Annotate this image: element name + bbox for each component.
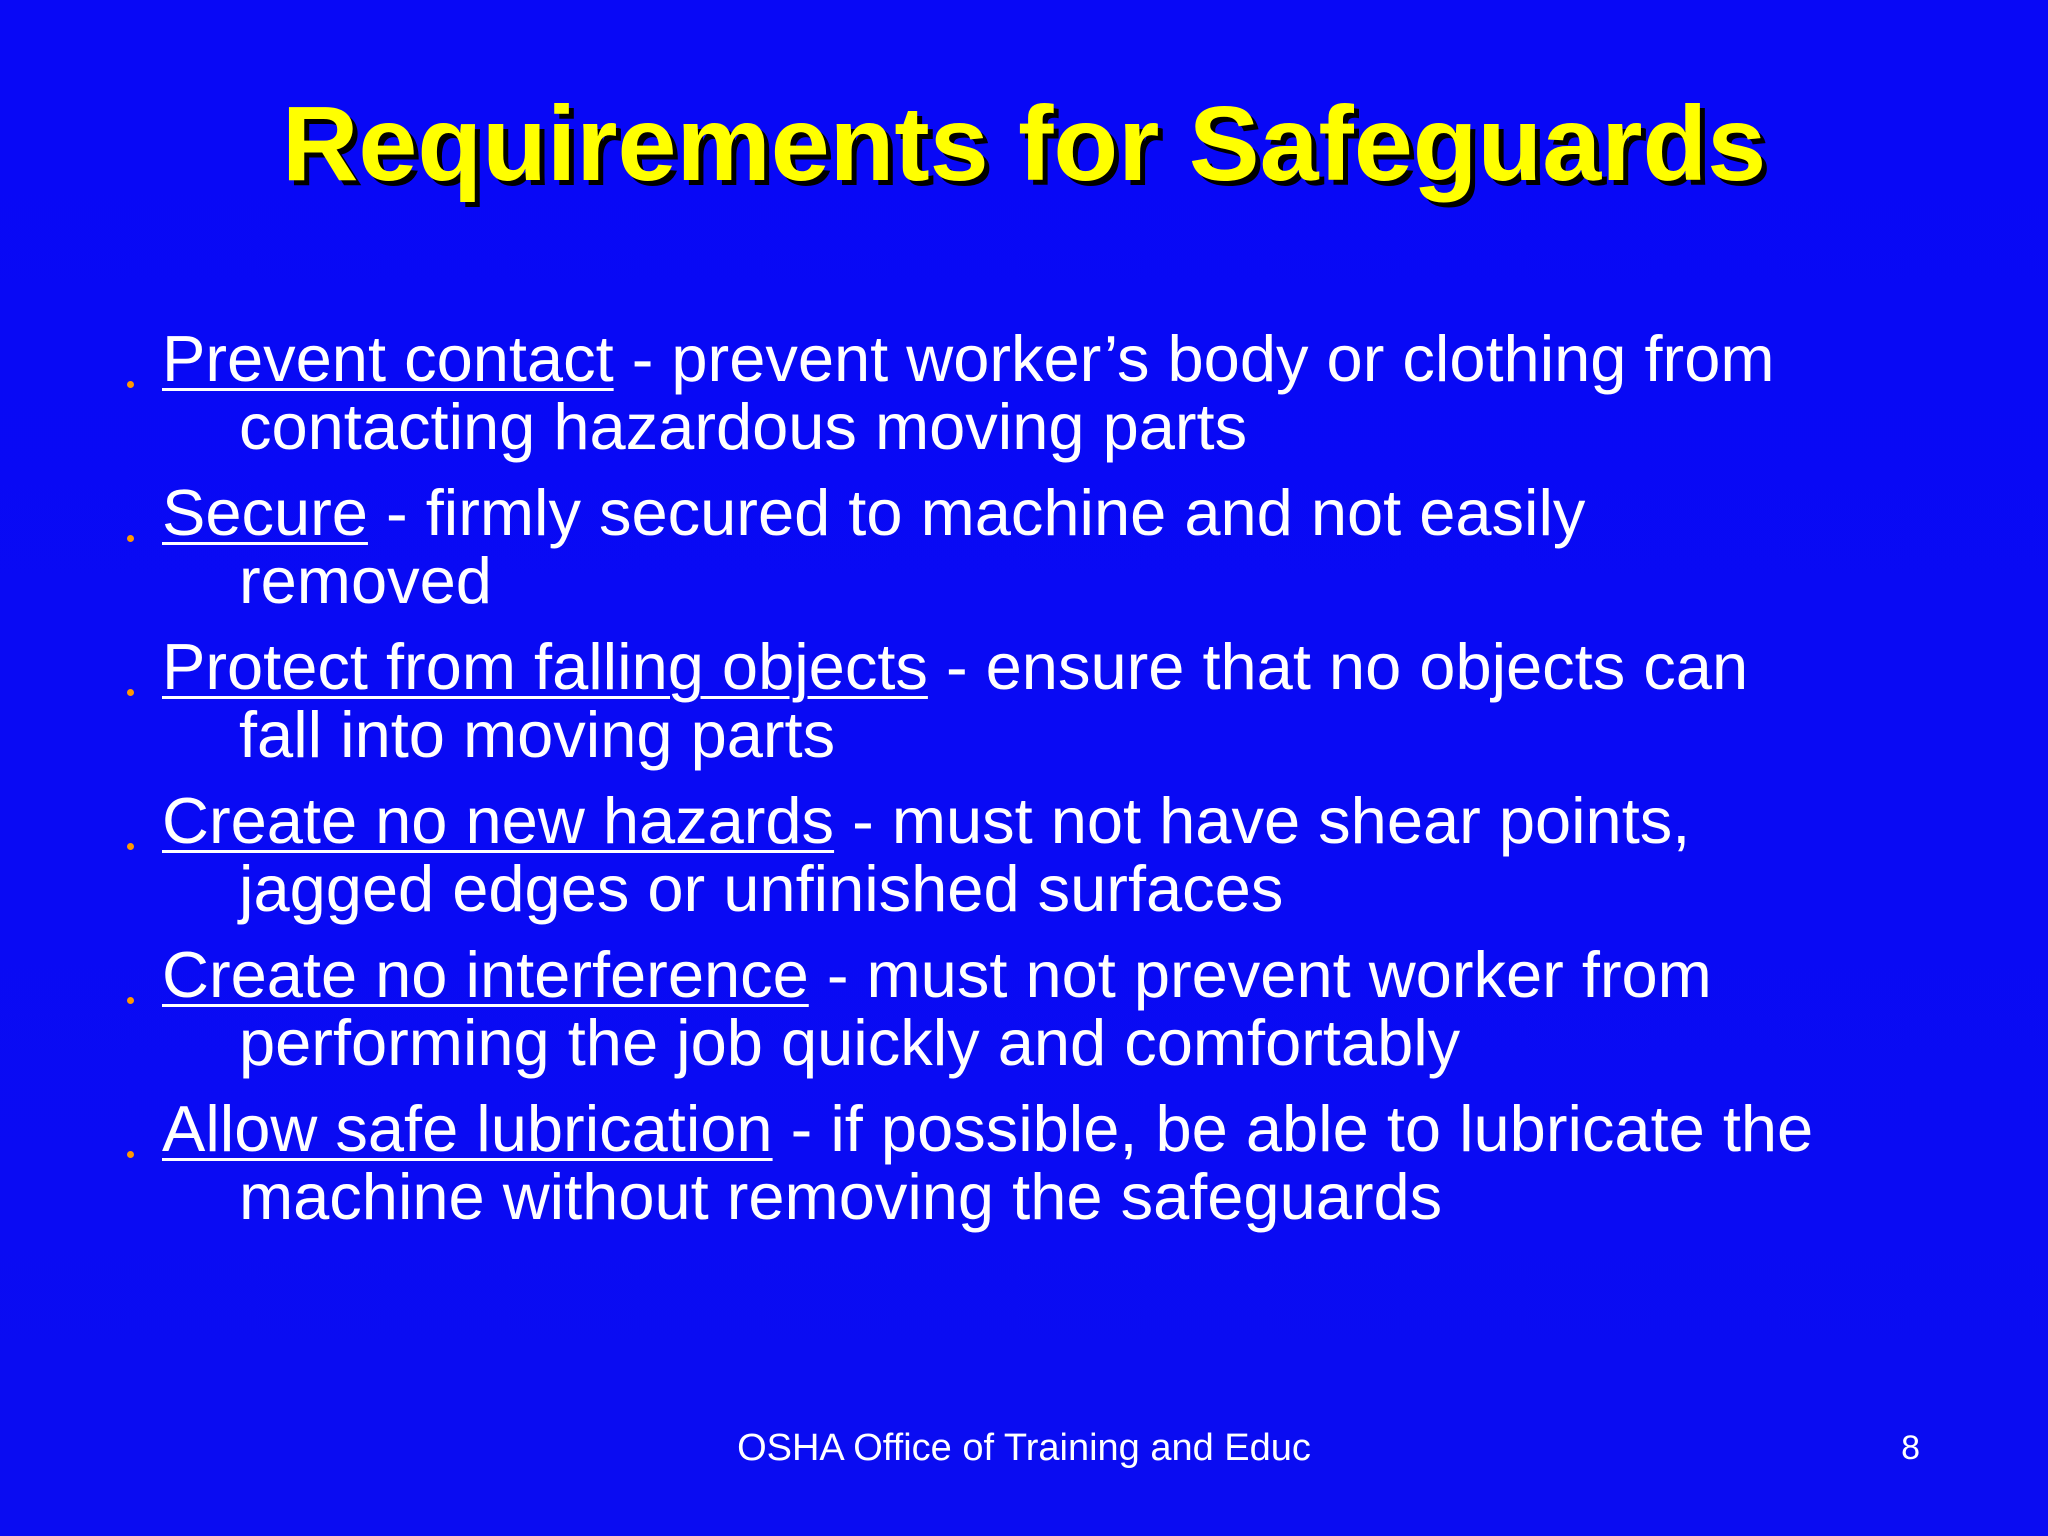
bullet-continuation: jagged edges or unfinished surfaces xyxy=(239,852,1284,925)
bullet-first-line xyxy=(162,630,2007,703)
slide-footer: OSHA Office of Training and Educ xyxy=(737,1427,1311,1469)
bullet-term: Protect from falling objects xyxy=(162,630,928,703)
bullet-continuation: fall into moving parts xyxy=(239,698,836,771)
bullet-continuation: contacting hazardous moving parts xyxy=(239,390,1248,463)
bullet-icon xyxy=(127,535,134,542)
bullet-term: Create no new hazards xyxy=(162,784,835,857)
list-item xyxy=(127,476,2007,617)
bullet-first-line xyxy=(162,476,2007,549)
page-number: 8 xyxy=(1901,1429,1920,1467)
bullet-continuation: machine without removing the safeguards xyxy=(239,1160,1443,1233)
slide-title: Requirements for Safeguards xyxy=(281,85,1767,203)
bullet-first-line xyxy=(162,784,2007,857)
list-item xyxy=(127,1092,2007,1233)
bullet-first-line xyxy=(162,322,2007,395)
bullet-description: - must not prevent worker from xyxy=(808,938,1712,1011)
bullet-term: Create no interference xyxy=(162,938,809,1011)
bullet-description: - must not have shear points, xyxy=(834,784,1691,857)
list-item xyxy=(127,630,2007,771)
bullet-description: - ensure that no objects can xyxy=(927,630,1749,703)
bullet-continuation: performing the job quickly and comfortably xyxy=(239,1006,1461,1079)
bullet-icon xyxy=(127,689,134,696)
bullet-icon xyxy=(127,381,134,388)
bullet-icon xyxy=(127,1151,134,1158)
bullet-term: Allow safe lubrication xyxy=(162,1092,773,1165)
bullet-icon xyxy=(127,997,134,1004)
bullet-first-line xyxy=(162,938,2007,1011)
bullet-continuation: removed xyxy=(239,544,492,617)
bullet-description: - prevent worker’s body or clothing from xyxy=(613,322,1775,395)
bullet-term: Prevent contact xyxy=(162,322,614,395)
bullet-list xyxy=(127,322,2007,1249)
list-item xyxy=(127,322,2007,463)
bullet-term: Secure xyxy=(162,476,368,549)
bullet-first-line xyxy=(162,1092,2007,1165)
bullet-icon xyxy=(127,843,134,850)
list-item xyxy=(127,784,2007,925)
bullet-description: - firmly secured to machine and not easily xyxy=(367,476,1586,549)
list-item xyxy=(127,938,2007,1079)
bullet-description: - if possible, be able to lubricate the xyxy=(772,1092,1814,1165)
